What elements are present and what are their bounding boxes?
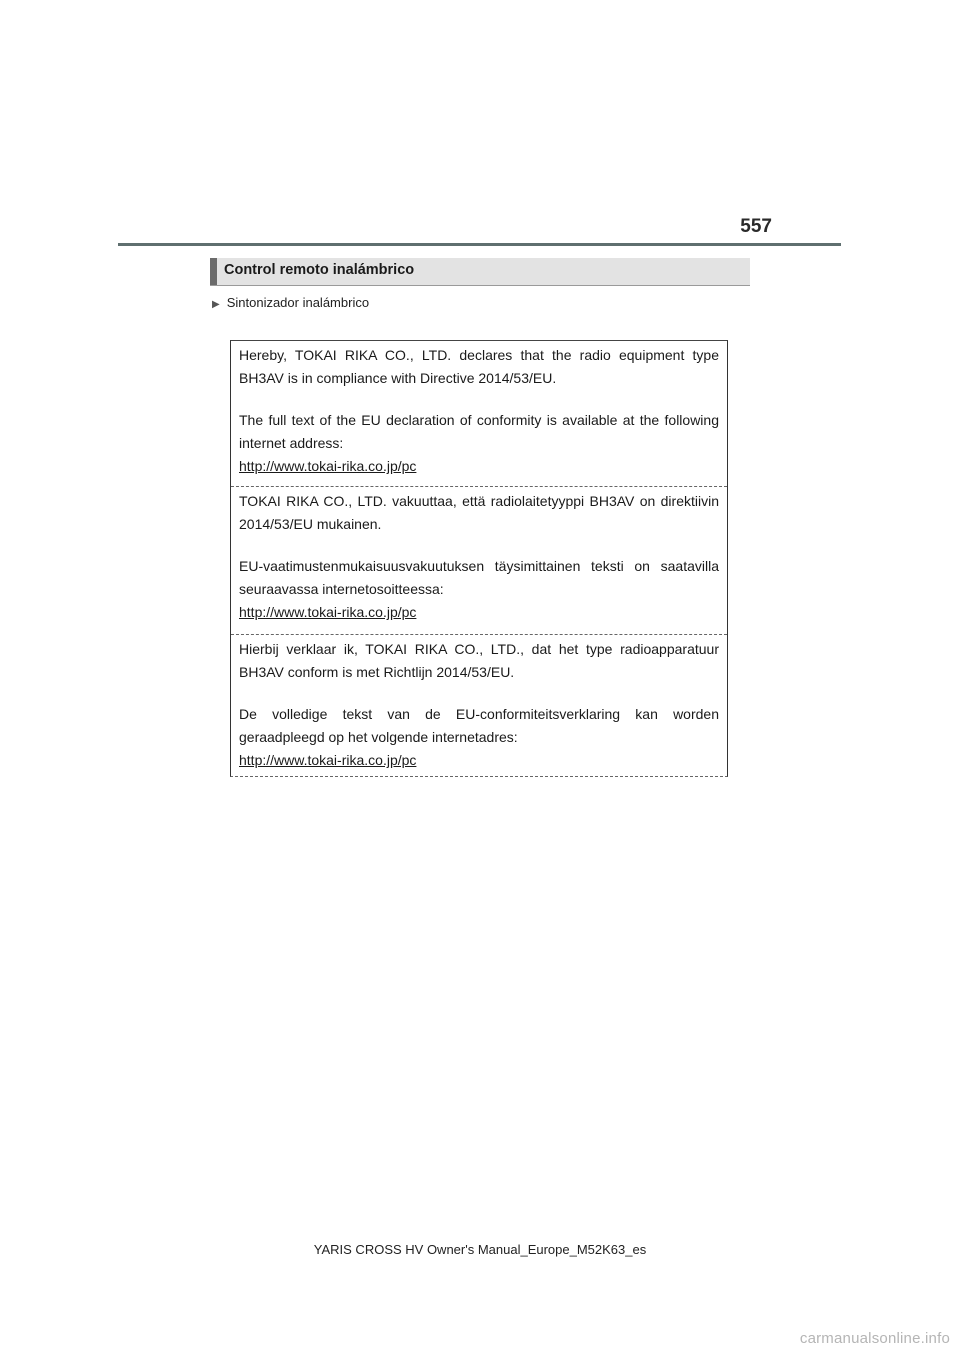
section-heading-bar (210, 258, 217, 285)
declaration-finnish (231, 486, 727, 634)
declaration-link[interactable]: http://www.tokai-rika.co.jp/pc (239, 604, 417, 620)
declaration-statement: Hereby, TOKAI RIKA CO., LTD. declares that the radio equipment type BH3AV is in compliance with Directive 2014/53/EU. (239, 347, 719, 386)
declaration-link[interactable]: http://www.tokai-rika.co.jp/pc (239, 752, 417, 768)
section-heading (210, 258, 750, 286)
declaration-availability: De volledige tekst van de EU-conformiteitsverklaring kan worden geraadpleegd op het volgende internetadres: (239, 706, 719, 745)
footer-manual-title: YARIS CROSS HV Owner's Manual_Europe_M52K63_es (313, 1242, 647, 1257)
page-number: 557 (740, 216, 772, 237)
watermark: carmanualsonline.info (799, 1330, 950, 1347)
bullet-line (212, 295, 369, 310)
bullet-text: Sintonizador inalámbrico (226, 295, 370, 310)
declaration-english (231, 344, 727, 485)
triangle-right-icon: ▶ (212, 299, 220, 310)
declaration-statement: Hierbij verklaar ik, TOKAI RIKA CO., LTD., dat het type radioapparatuur BH3AV conform is met Richtlijn 2014/53/EU. (239, 641, 719, 680)
declaration-link[interactable]: http://www.tokai-rika.co.jp/pc (239, 458, 417, 474)
declaration-statement: TOKAI RIKA CO., LTD. vakuuttaa, että radiolaitetyyppi BH3AV on direktiivin 2014/53/EU mukainen. (239, 493, 719, 532)
section-title: Control remoto inalámbrico (224, 262, 415, 278)
declaration-box (230, 340, 728, 777)
declaration-dutch (231, 634, 727, 774)
declaration-availability: The full text of the EU declaration of conformity is available at the following internet address: (239, 412, 719, 451)
declaration-availability: EU-vaatimustenmukaisuusvakuutuksen täysimittainen teksti on saatavilla seuraavassa internetosoitteessa: (239, 558, 719, 597)
header-rule (118, 243, 841, 246)
